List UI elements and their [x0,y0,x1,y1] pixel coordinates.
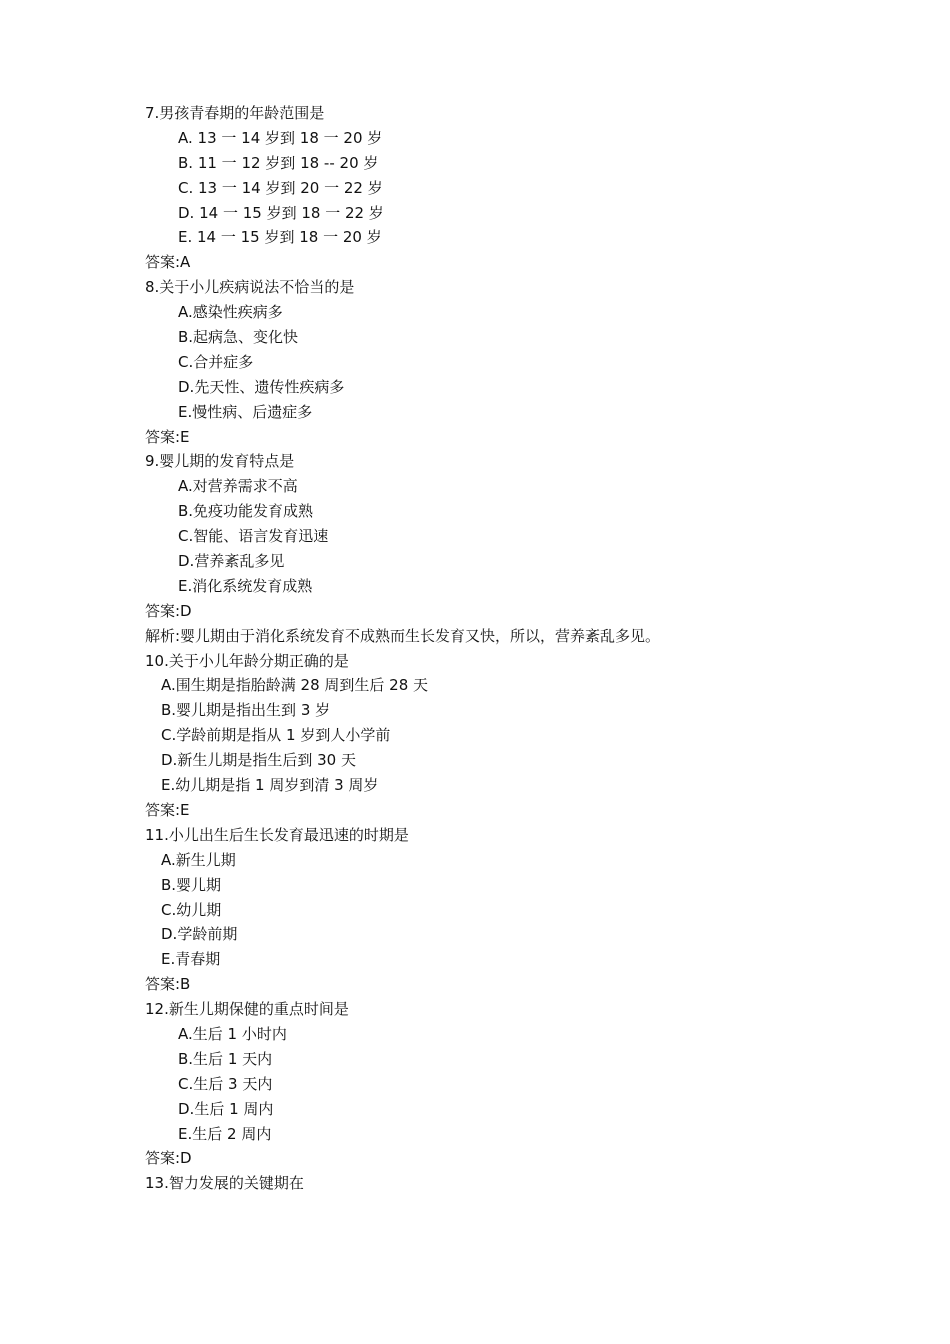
option-c: C. 13 一 14 岁到 20 一 22 岁 [178,178,383,197]
answer-text: 答案:E [145,427,190,446]
answer-text: 答案:E [145,800,190,819]
answer-text: 答案:D [145,1149,192,1168]
option-d: D.营养紊乱多见 [178,552,285,571]
option-c: C.生后 3 天内 [178,1074,273,1093]
answer-text: 答案:B [145,975,191,994]
option-e: E.慢性病、后遗症多 [178,402,313,421]
question-text: 13.智力发展的关键期在 [145,1174,304,1193]
question-text: 12.新生儿期保健的重点时间是 [145,1000,349,1019]
option-a: A.对营养需求不高 [178,477,298,496]
analysis-text: 解析:婴儿期由于消化系统发育不成熟而生长发育又快，所以，营养紊乱多见。 [145,626,661,645]
option-e: E.青春期 [161,950,221,969]
option-b: B.免疫功能发育成熟 [178,502,314,521]
option-c: C.学龄前期是指从 1 岁到人小学前 [161,726,391,745]
option-b: B.婴儿期是指出生到 3 岁 [161,701,331,720]
question-text: 10.关于小儿年龄分期正确的是 [145,651,349,670]
option-e: E.幼儿期是指 1 周岁到清 3 周岁 [161,776,379,795]
option-e: E. 14 一 15 岁到 18 一 20 岁 [178,228,382,247]
option-b: B.起病急、变化快 [178,328,299,347]
option-d: D.生后 1 周内 [178,1099,274,1118]
option-d: D. 14 一 15 岁到 18 一 22 岁 [178,203,384,222]
question-text: 9.婴儿期的发育特点是 [145,452,295,471]
option-a: A. 13 一 14 岁到 18 一 20 岁 [178,128,383,147]
option-a: A.生后 1 小时内 [178,1024,287,1043]
option-d: D.新生儿期是指生后到 30 天 [161,751,356,770]
option-b: B. 11 一 12 岁到 18 -- 20 岁 [178,153,379,172]
option-a: A.新生儿期 [161,850,236,869]
option-d: D.学龄前期 [161,925,238,944]
option-c: C.合并症多 [178,352,254,371]
question-list [145,101,845,1196]
option-a: A.感染性疾病多 [178,303,283,322]
option-c: C.幼儿期 [161,900,222,919]
question-text: 11.小儿出生后生长发育最迅速的时期是 [145,825,409,844]
answer-text: 答案:D [145,601,192,620]
answer-text: 答案:A [145,253,191,272]
option-d: D.先天性、遗传性疾病多 [178,377,345,396]
option-b: B.婴儿期 [161,875,222,894]
question-text: 8.关于小儿疾病说法不恰当的是 [145,278,355,297]
option-b: B.生后 1 天内 [178,1049,273,1068]
question-text: 7.男孩青春期的年龄范围是 [145,104,325,122]
option-a: A.围生期是指胎龄满 28 周到生后 28 天 [161,676,429,695]
option-e: E.生后 2 周内 [178,1124,272,1143]
option-c: C.智能、语言发育迅速 [178,527,329,546]
option-e: E.消化系统发育成熟 [178,576,313,595]
